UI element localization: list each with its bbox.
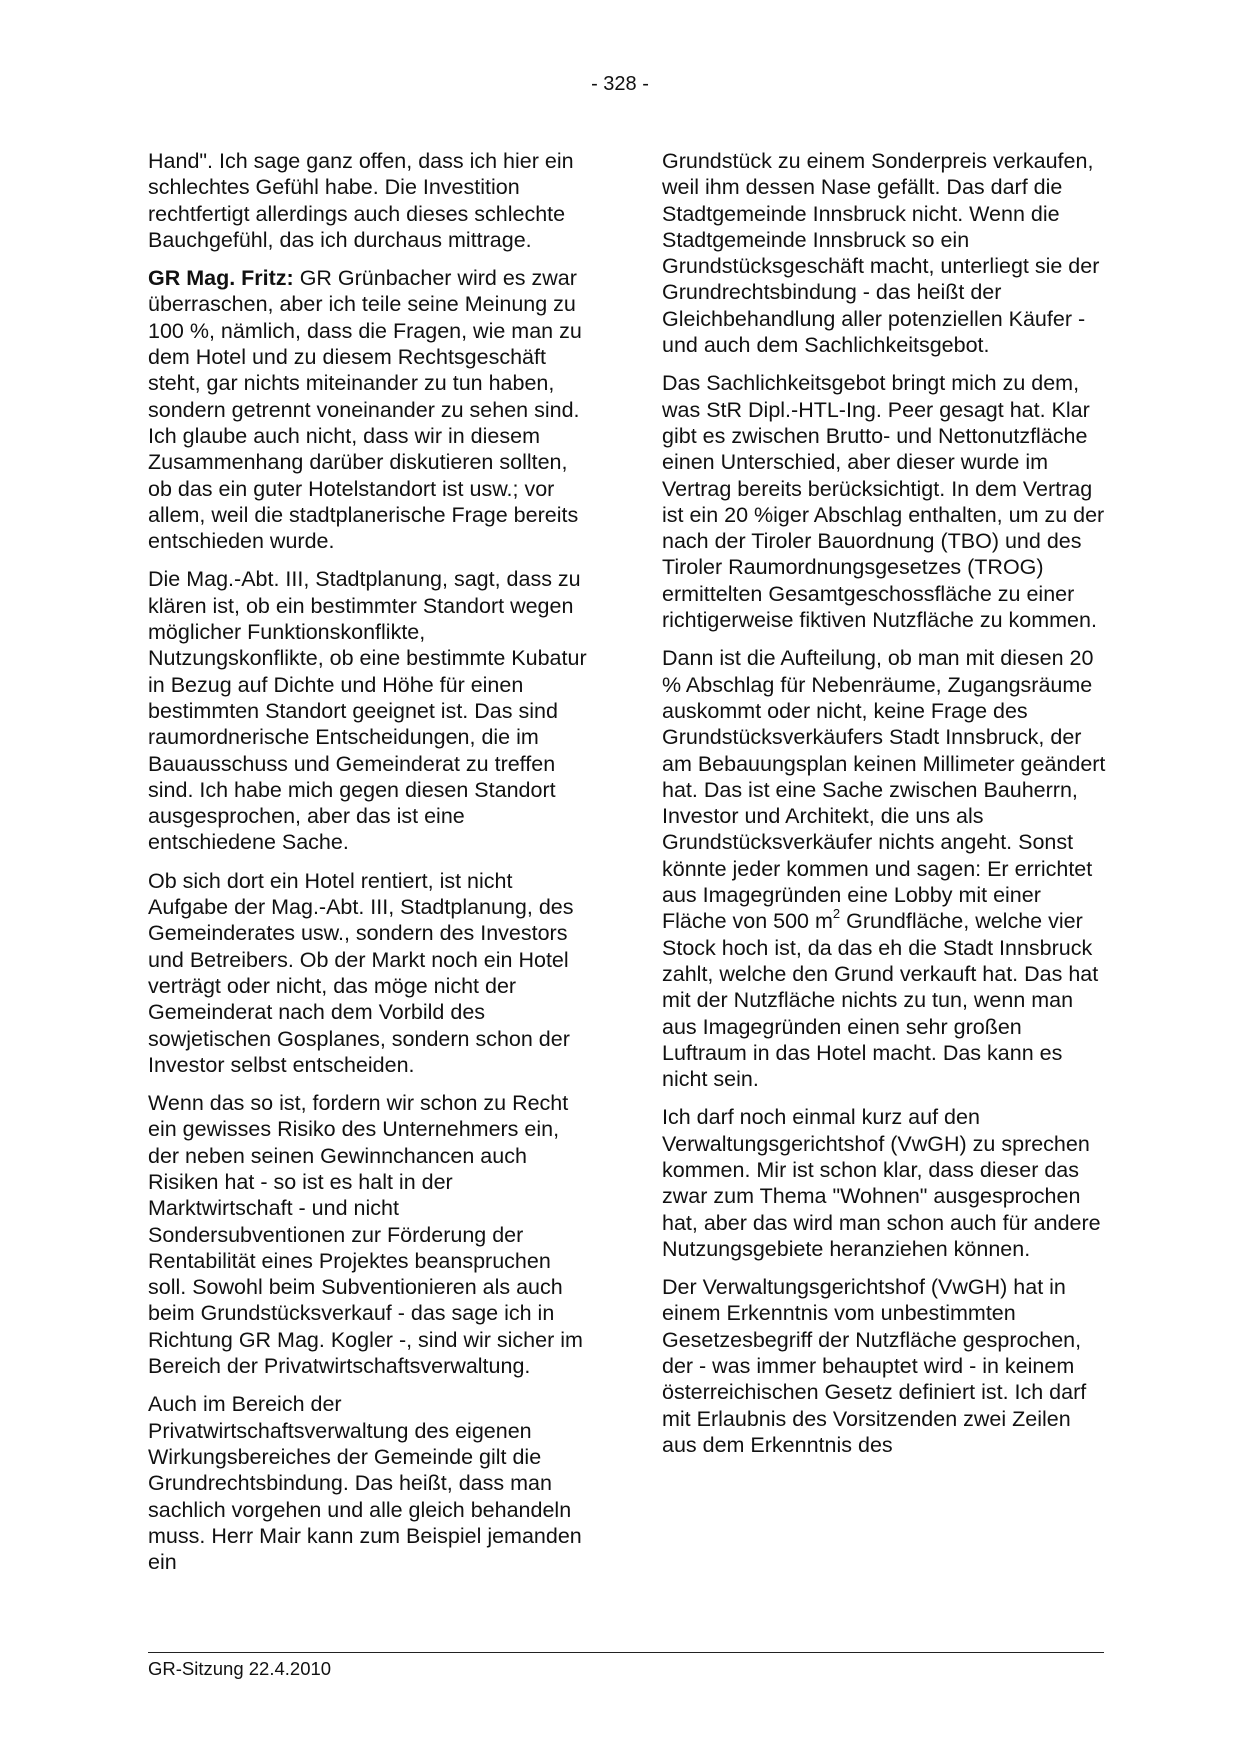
right-column — [662, 148, 1108, 1470]
paragraph: Ich darf noch einmal kurz auf den Verwaltungsgerichtshof (VwGH) zu sprechen kommen. Mir ist schon klar, dass dieser das zwar zum Thema "Wohnen" ausgesprochen hat, aber das wird man schon auch für andere Nutzungsgebiete heranziehen können. — [662, 1105, 1101, 1261]
paragraph: Hand". Ich sage ganz offen, dass ich hier ein schlechtes Gefühl habe. Die Investition rechtfertigt allerdings auch dieses schlechte Bauchgefühl, das ich durchaus mittrage. — [148, 149, 574, 252]
paragraph-text: Grundfläche, welche vier Stock hoch ist, da das eh die Stadt Innsbruck zahlt, welche den Grund verkauft hat. Das hat mit der Nutzfläche nichts zu tun, wenn man aus Imagegründen einen sehr großen Luftraum in das Hotel macht. Das kann es nicht sein. — [662, 909, 1099, 1092]
paragraph — [662, 645, 1108, 1092]
paragraph: Auch im Bereich der Privatwirtschaftsverwaltung des eigenen Wirkungsbereiches der Gemeinde gilt die Grundrechtsbindung. Das heißt, dass man sachlich vorgehen und alle gleich behandeln muss. Herr Mair kann zum Beispiel jemanden ein — [148, 1392, 582, 1575]
footer-text: GR-Sitzung 22.4.2010 — [148, 1658, 332, 1679]
speech-text: GR Grünbacher wird es zwar überraschen, aber ich teile seine Meinung zu 100 %, nämlich, dass die Fragen, wie man zu dem Hotel und zu diesem Rechtsgeschäft steht, gar nichts miteinander zu tun haben, sondern getrennt voneinander zu sehen sind. Ich glaube auch nicht, dass wir in diesem Zusammenhang darüber diskutieren sollten, ob das ein guter Hotelstandort ist usw.; vor allem, weil die stadtplanerische Frage bereits entschieden wurde. — [148, 266, 582, 554]
page-number: - 328 - — [591, 73, 649, 95]
paragraph-speech — [148, 265, 588, 554]
paragraph: Der Verwaltungsgerichtshof (VwGH) hat in einem Erkenntnis vom unbestimmten Gesetzesbegriff der Nutzfläche gesprochen, der - was immer behauptet wird - in keinem österreichischen Gesetz definiert ist. Ich darf mit Erlaubnis des Vorsitzenden zwei Zeilen aus dem Erkenntnis des — [662, 1275, 1087, 1457]
footer-divider — [148, 1652, 1104, 1653]
paragraph: Die Mag.-Abt. III, Stadtplanung, sagt, dass zu klären ist, ob ein bestimmter Standort wegen möglicher Funktionskonflikte, Nutzungskonflikte, ob eine bestimmte Kubatur in Bezug auf Dichte und Höhe für einen bestimmten Standort geeignet ist. Das sind raumordnerische Entscheidungen, die im Bauausschuss und Gemeinderat zu treffen sind. Ich habe mich gegen diesen Standort ausgesprochen, aber das ist eine entschiedene Sache. — [148, 567, 587, 855]
paragraph-text: Dann ist die Aufteilung, ob man mit diesen 20 % Abschlag für Nebenräume, Zugangsräume auskommt oder nicht, keine Frage des Grundstücksverkäufers Stadt Innsbruck, der am Bebauungsplan keinen Millimeter geändert hat. Das ist eine Sache zwischen Bauherrn, Investor und Architekt, die uns als Grundstücksverkäufer nichts angeht. Sonst könnte jeder kommen und sagen: Er errichtet aus Imagegründen eine Lobby mit einer Fläche von 500 m — [662, 646, 1106, 934]
paragraph: Grundstück zu einem Sonderpreis verkaufen, weil ihm dessen Nase gefällt. Das darf die Stadtgemeinde Innsbruck nicht. Wenn die Stadtgemeinde Innsbruck so ein Grundstücksgeschäft macht, unterliegt sie der Grundrechtsbindung - das heißt der Gleichbehandlung aller potenziellen Käufer - und auch dem Sachlichkeitsgebot. — [662, 149, 1100, 358]
left-column — [148, 148, 588, 1587]
speaker-name: GR Mag. Fritz: — [148, 266, 294, 291]
superscript: 2 — [832, 906, 841, 922]
paragraph: Wenn das so ist, fordern wir schon zu Recht ein gewisses Risiko des Unternehmers ein, der neben seinen Gewinnchancen auch Risiken hat - so ist es halt in der Marktwirtschaft - und nicht Sondersubventionen zur Förderung der Rentabilität eines Projektes beanspruchen soll. Sowohl beim Subventionieren als auch beim Grundstücksverkauf - das sage ich in Richtung GR Mag. Kogler -, sind wir sicher im Bereich der Privatwirtschaftsverwaltung. — [148, 1091, 583, 1379]
paragraph: Das Sachlichkeitsgebot bringt mich zu dem, was StR Dipl.-HTL-Ing. Peer gesagt hat. Klar gibt es zwischen Brutto- und Nettonutzfläche einen Unterschied, aber dieser wurde im Vertrag bereits berücksichtigt. In dem Vertrag ist ein 20 %iger Abschlag enthalten, um zu der nach der Tiroler Bauordnung (TBO) und des Tiroler Raumordnungsgesetzes (TROG) ermittelten Gesamtgeschossfläche zu einer richtigerweise fiktiven Nutzfläche zu kommen. — [662, 371, 1105, 633]
paragraph: Ob sich dort ein Hotel rentiert, ist nicht Aufgabe der Mag.-Abt. III, Stadtplanung, des Gemeinderates usw., sondern des Investors und Betreibers. Ob der Markt noch ein Hotel verträgt oder nicht, das möge nicht der Gemeinderat nach dem Vorbild des sowjetischen Gosplanes, sondern schon der Investor selbst entscheiden. — [148, 868, 574, 1077]
